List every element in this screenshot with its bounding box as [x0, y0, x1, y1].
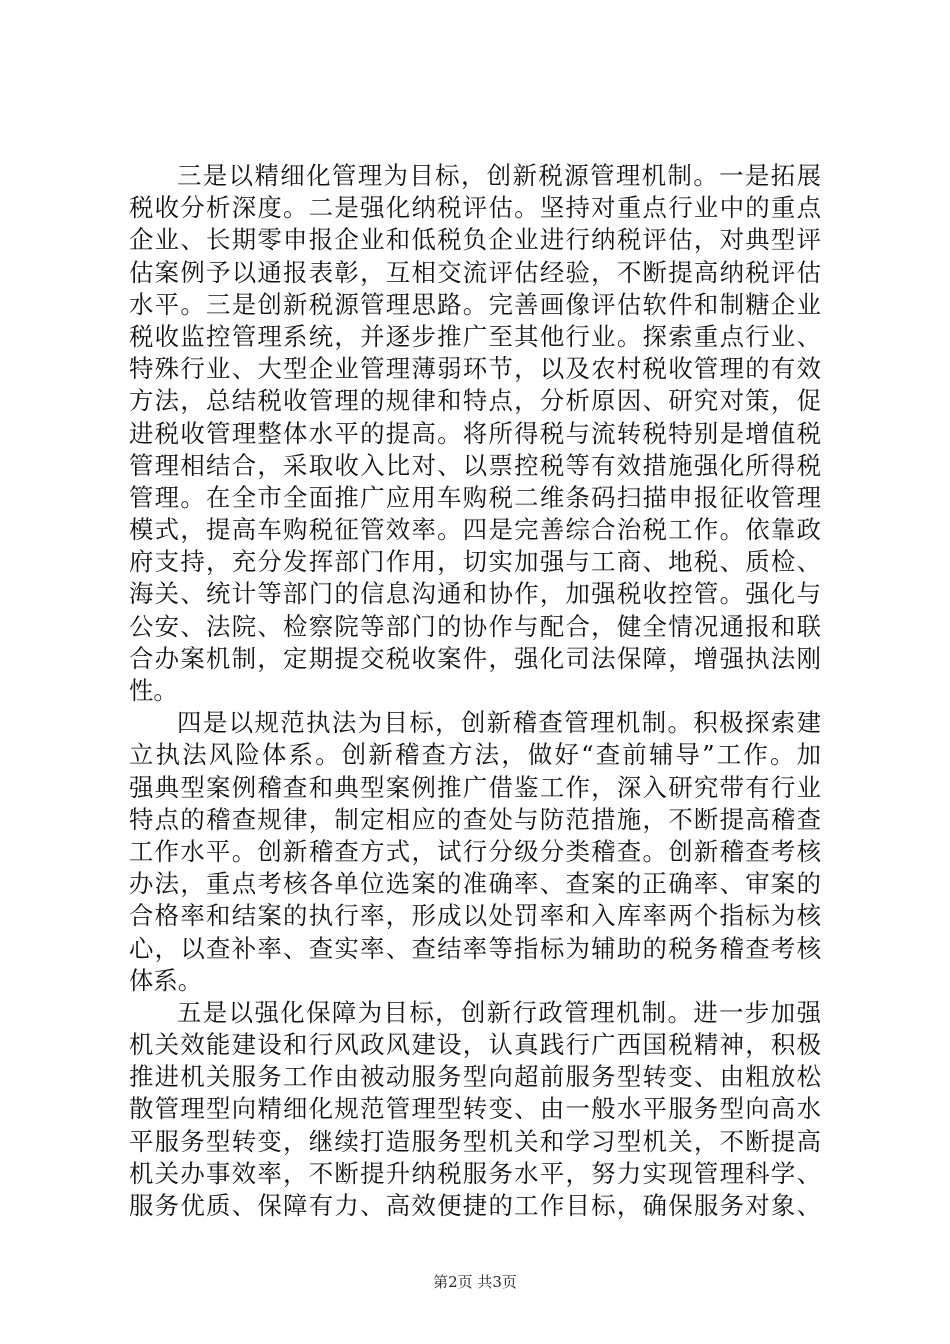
text-line: 合办案机制，定期提交税收案件，强化司法保障，增强执法刚 [129, 643, 821, 673]
text-line: 水平。三是创新税源管理思路。完善画像评估软件和制糖企业 [129, 289, 821, 319]
text-line: 五是以强化保障为目标，创新行政管理机制。进一步加强 [177, 997, 821, 1027]
paragraph-1 [129, 160, 821, 707]
text-line: 立执法风险体系。创新稽查方法，做好“查前辅导”工作。加 [129, 740, 821, 770]
paragraph-3 [129, 997, 821, 1222]
text-line: 方法，总结税收管理的规律和特点，分析原因、研究对策，促 [129, 386, 821, 416]
text-line: 估案例予以通报表彰，互相交流评估经验，不断提高纳税评估 [129, 257, 821, 287]
text-line: 三是以精细化管理为目标，创新税源管理机制。一是拓展 [177, 161, 821, 190]
document-body [129, 160, 821, 1222]
text-line: 四是以规范执法为目标，创新稽查管理机制。积极探索建 [177, 708, 821, 738]
text-line: 性。 [129, 676, 178, 705]
text-line: 平服务型转变，继续打造服务型机关和学习型机关，不断提高 [129, 1126, 821, 1156]
page-footer: 第2页 共3页 [433, 1273, 517, 1291]
text-line: 特点的稽查规律，制定相应的查处与防范措施，不断提高稽查 [129, 804, 821, 834]
text-line: 散管理型向精细化规范管理型转变、由一般水平服务型向高水 [129, 1094, 821, 1124]
text-line: 推进机关服务工作由被动服务型向超前服务型转变、由粗放松 [129, 1062, 821, 1092]
text-line: 合格率和结案的执行率，形成以处罚率和入库率两个指标为核 [129, 901, 821, 931]
text-line: 办法，重点考核各单位选案的准确率、查案的正确率、审案的 [129, 869, 821, 899]
text-line: 海关、统计等部门的信息沟通和协作，加强税收控管。强化与 [129, 579, 821, 609]
text-line: 管理相结合，采取收入比对、以票控税等有效措施强化所得税 [129, 450, 821, 480]
text-line: 机关办事效率，不断提升纳税服务水平，努力实现管理科学、 [129, 1158, 821, 1188]
text-line: 服务优质、保障有力、高效便捷的工作目标，确保服务对象、 [129, 1191, 821, 1220]
text-line: 强典型案例稽查和典型案例推广借鉴工作，深入研究带有行业 [129, 772, 821, 802]
text-line: 进税收管理整体水平的提高。将所得税与流转税特别是增值税 [129, 418, 821, 448]
text-line: 府支持，充分发挥部门作用，切实加强与工商、地税、质检、 [129, 547, 821, 577]
paragraph-2 [129, 707, 821, 997]
text-line: 税收监控管理系统，并逐步推广至其他行业。探索重点行业、 [129, 321, 821, 351]
text-line: 体系。 [129, 965, 203, 995]
text-line: 机关效能建设和行风政风建设，认真践行广西国税精神，积极 [129, 1030, 821, 1060]
text-line: 特殊行业、大型企业管理薄弱环节，以及农村税收管理的有效 [129, 354, 821, 384]
text-line: 模式，提高车购税征管效率。四是完善综合治税工作。依靠政 [129, 515, 821, 545]
text-line: 工作水平。创新稽查方式，试行分级分类稽查。创新稽查考核 [129, 836, 821, 866]
text-line: 心，以查补率、查实率、查结率等指标为辅助的税务稽查考核 [129, 933, 821, 963]
text-line: 税收分析深度。二是强化纳税评估。坚持对重点行业中的重点 [129, 193, 821, 223]
text-line: 企业、长期零申报企业和低税负企业进行纳税评估，对典型评 [129, 225, 821, 255]
text-line: 管理。在全市全面推广应用车购税二维条码扫描申报征收管理 [129, 482, 821, 512]
text-line: 公安、法院、检察院等部门的协作与配合，健全情况通报和联 [129, 611, 821, 641]
